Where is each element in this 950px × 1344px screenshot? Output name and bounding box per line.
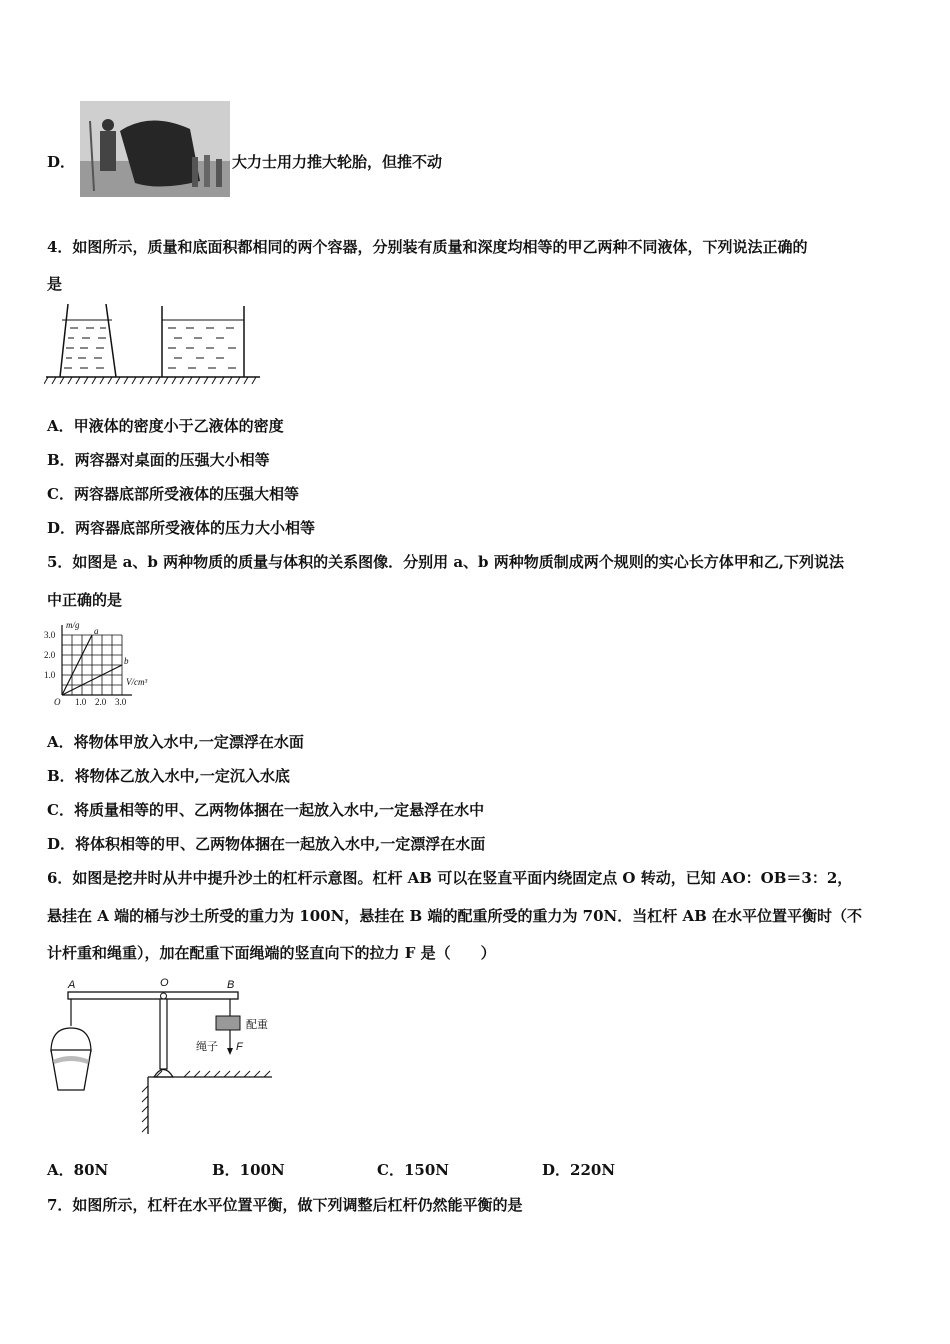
lever-figure bbox=[44, 974, 278, 1140]
q5-option-c: C．将质量相等的甲、乙两物体捆在一起放入水中,一定悬浮在水中 bbox=[47, 801, 485, 819]
q6-option-a: A．80N bbox=[47, 1161, 109, 1179]
q6-stem-line3: 计杆重和绳重），加在配重下面绳端的竖直向下的拉力 F 是（ ） bbox=[47, 944, 496, 962]
q5-stem-line2: 中正确的是 bbox=[47, 591, 123, 609]
x-tick-label: 2.0 bbox=[95, 697, 107, 706]
series-label-a: a bbox=[94, 626, 99, 636]
mass-volume-chart bbox=[42, 618, 160, 706]
label-weight: 配重 bbox=[246, 1018, 268, 1031]
y-tick-label: 1.0 bbox=[44, 670, 56, 680]
q4-option-b: B．两容器对桌面的压强大小相等 bbox=[47, 451, 270, 469]
label-b: B bbox=[227, 979, 235, 991]
q6-stem-line1: 6．如图是挖井时从井中提升沙土的杠杆示意图。杠杆 AB 可以在竖直平面内绕固定点 O 转动，已知 AO：OB＝3：2， bbox=[47, 869, 853, 887]
q6-option-d: D．220N bbox=[542, 1161, 616, 1179]
x-axis-label: V/cm³ bbox=[126, 677, 148, 687]
q3-option-d-label: D． bbox=[47, 153, 76, 171]
tire-photo bbox=[80, 101, 230, 197]
label-a: A bbox=[68, 979, 76, 991]
label-o: O bbox=[160, 977, 169, 989]
y-axis-label: m/g bbox=[66, 620, 80, 630]
q7-stem: 7．如图所示，杠杆在水平位置平衡，做下列调整后杠杆仍然能平衡的是 bbox=[47, 1196, 523, 1214]
q3-option-d-text: 大力士用力推大轮胎，但推不动 bbox=[232, 153, 443, 171]
label-rope: 绳子 bbox=[196, 1040, 218, 1053]
q4-stem-line2: 是 bbox=[47, 275, 63, 293]
q5-option-d: D．将体积相等的甲、乙两物体捆在一起放入水中,一定漂浮在水面 bbox=[47, 835, 486, 853]
q4-option-d: D．两容器底部所受液体的压力大小相等 bbox=[47, 519, 316, 537]
q6-stem-line2: 悬挂在 A 端的桶与沙土所受的重力为 100N，悬挂在 B 端的配重所受的重力为 70N．当杠杆 AB 在水平位置平衡时（不 bbox=[47, 907, 863, 925]
series-label-b: b bbox=[124, 656, 129, 666]
x-tick-label: 1.0 bbox=[75, 697, 87, 706]
q5-option-b: B．将物体乙放入水中,一定沉入水底 bbox=[47, 767, 290, 785]
origin-label: O bbox=[54, 697, 61, 706]
q5-stem-line1: 5．如图是 a、b 两种物质的质量与体积的关系图像．分别用 a、b 两种物质制成两个规则的实心长方体甲和乙,下列说法 bbox=[47, 553, 844, 571]
q6-option-b: B．100N bbox=[212, 1161, 285, 1179]
label-force: F bbox=[236, 1041, 243, 1053]
x-tick-label: 3.0 bbox=[115, 697, 127, 706]
q4-stem-line1: 4．如图所示，质量和底面积都相同的两个容器，分别装有质量和深度均相等的甲乙两种不同液体，下列说法正确的 bbox=[47, 238, 808, 256]
y-tick-label: 3.0 bbox=[44, 630, 56, 640]
q4-option-a: A．甲液体的密度小于乙液体的密度 bbox=[47, 417, 284, 435]
q6-option-c: C．150N bbox=[377, 1161, 449, 1179]
y-tick-label: 2.0 bbox=[44, 650, 56, 660]
containers-figure bbox=[44, 302, 264, 386]
q5-option-a: A．将物体甲放入水中,一定漂浮在水面 bbox=[47, 733, 304, 751]
q4-option-c: C．两容器底部所受液体的压强大相等 bbox=[47, 485, 299, 503]
